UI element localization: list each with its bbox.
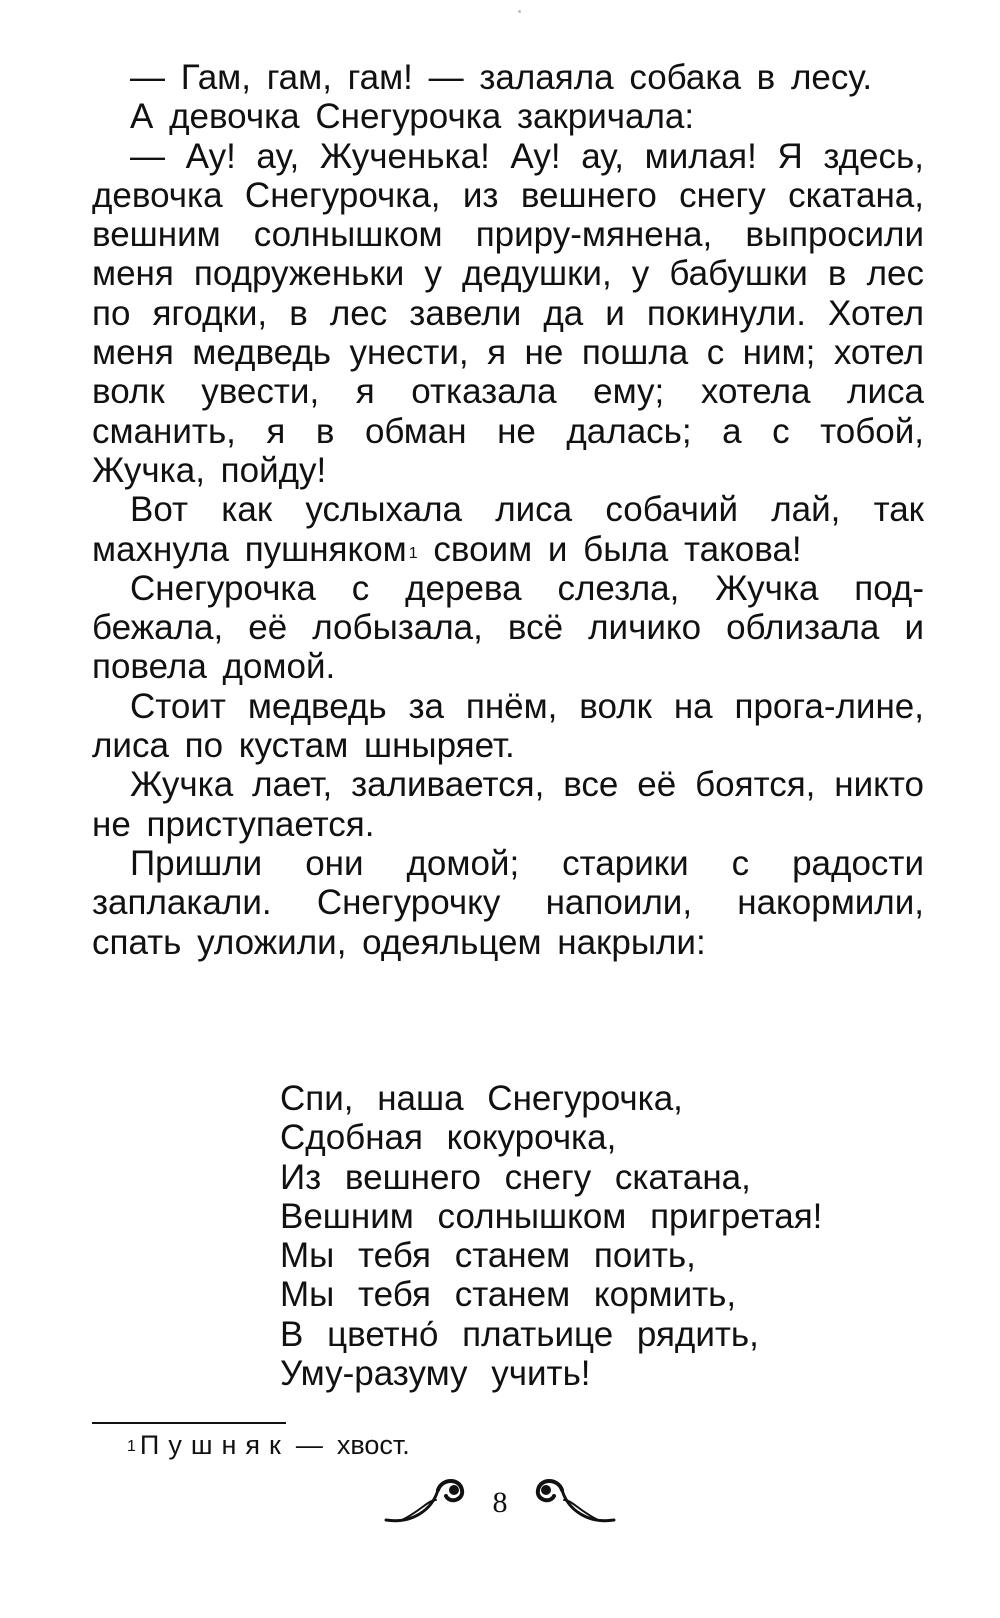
- paragraph: Жучка лает, заливается, все её боятся, никто не приступается.: [92, 765, 924, 844]
- footnote: [127, 1428, 410, 1462]
- footnote-mark: 1: [127, 1438, 136, 1455]
- footnote-reference[interactable]: 1: [408, 544, 418, 562]
- paragraph: Пришли они домой; старики с радости заплакали. Снегурочку напоили, накормили, спать уложили, одеяльцем накрыли:: [92, 843, 924, 962]
- poem-line: Из вешнего снегу скатана,: [280, 1157, 751, 1197]
- poem-line: Сдобная кокурочка,: [280, 1118, 617, 1158]
- footnote-definition: хвост.: [336, 1430, 410, 1460]
- paragraph: — Ау! ау, Жученька! Ау! ау, милая! Я здесь, девочка Снегурочка, из вешнего снегу скатана, вешним солнышком приру-мянена, выпросили меня подруженьки у дедушки, у бабушки в лес по ягодки, в лес завели да и покинули. Хотел меня медведь унести, я не пошла с ним; хотел волк увести, я отказала ему; хотела лиса сманить, я в обман не далась; а с тобой, Жучка, пойду!: [92, 136, 924, 490]
- footnote-dash: —: [295, 1430, 323, 1460]
- page-number: 8: [492, 1486, 508, 1519]
- footnote-term: Пушняк: [139, 1430, 290, 1460]
- page-folio: [382, 1470, 618, 1540]
- poem-line: Мы тебя станем поить,: [280, 1236, 696, 1276]
- footnote-separator: [92, 1422, 286, 1424]
- scan-speck: [518, 10, 521, 13]
- paragraph: А девочка Снегурочка закричала:: [130, 97, 695, 137]
- paragraph: — Гам, гам, гам! — залаяла собака в лесу.: [130, 58, 873, 97]
- body-text: [92, 58, 924, 962]
- poem-line: Вешним солнышком пригретая!: [280, 1196, 823, 1236]
- poem-line: Спи, наша Снегурочка,: [280, 1079, 683, 1118]
- poem: [280, 1079, 920, 1393]
- poem-line: Мы тебя станем кормить,: [280, 1275, 737, 1315]
- paragraph-text: Вот как услыхала лиса собачий лай, так махнула пушняком: [92, 490, 924, 569]
- paragraph: Стоит медведь за пнём, волк на прога-лине, лиса по кустам шныряет.: [92, 686, 924, 766]
- paragraph-text: своим и была такова!: [417, 529, 802, 569]
- paragraph: Снегурочка с дерева слезла, Жучка под-бежала, её лобызала, всё личико облизала и повела домой.: [92, 568, 924, 687]
- poem-line: Уму-разуму учить!: [280, 1354, 591, 1394]
- poem-line: В цветно́ платьице рядить,: [280, 1314, 759, 1354]
- paragraph-with-footnote: [92, 490, 924, 569]
